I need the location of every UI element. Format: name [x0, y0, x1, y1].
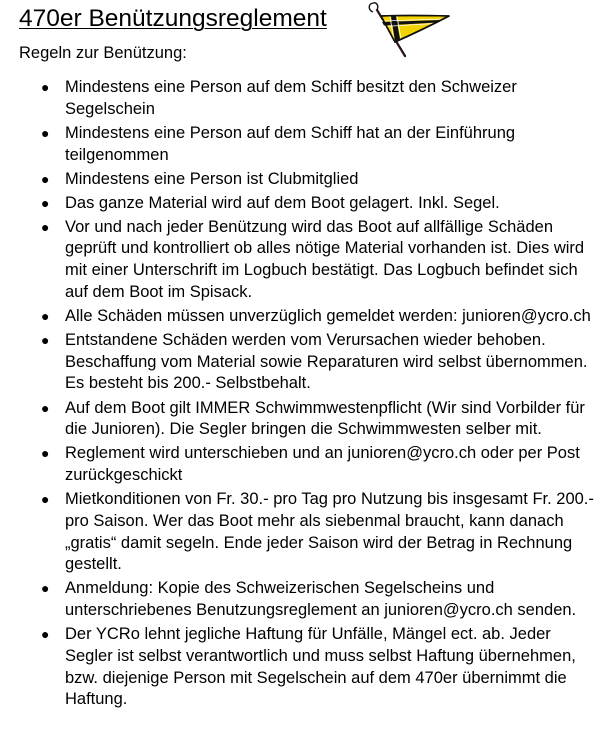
page-title: 470er Benützungsreglement	[19, 5, 327, 32]
rule-text: Anmeldung: Kopie des Schweizerischen Segelscheins und unterschriebenes Benutzungsreglement an junioren@ycro.ch senden.	[65, 579, 577, 620]
rule-text: Mindestens eine Person auf dem Schiff besitzt den Schweizer Segelschein	[65, 78, 517, 118]
rule-item	[0, 169, 600, 191]
rule-item	[0, 489, 600, 576]
rule-text: Auf dem Boot gilt IMMER Schwimmwestenpflicht (Wir sind Vorbilder für die Junioren). Die Segler bringen die Schwimmwesten selber mit.	[65, 398, 585, 439]
rule-item	[0, 398, 600, 441]
rule-item	[0, 217, 600, 304]
bullet-icon: ●	[41, 399, 50, 416]
bullet-icon: ●	[41, 332, 50, 349]
document-header	[19, 2, 579, 42]
bullet-icon: ●	[41, 307, 50, 324]
rule-item	[0, 306, 600, 328]
rules-list	[0, 77, 600, 713]
bullet-icon: ●	[41, 194, 50, 211]
bullet-icon: ●	[41, 218, 50, 235]
bullet-icon: ●	[41, 626, 50, 643]
rule-item	[0, 443, 600, 486]
rule-item	[0, 624, 600, 711]
rule-text: Mietkonditionen von Fr. 30.- pro Tag pro Nutzung bis insgesamt Fr. 200.- pro Saison. Wer das Boot mehr als siebenmal braucht, kann danach „gratis“ damit segeln. Ende jeder Saison wird der Betrag in Rechnung gestellt.	[65, 490, 594, 574]
bullet-icon: ●	[41, 124, 50, 141]
bullet-icon: ●	[41, 170, 50, 187]
bullet-icon: ●	[41, 79, 50, 95]
bullet-icon: ●	[41, 491, 50, 508]
rule-item	[0, 578, 600, 621]
rule-item	[0, 123, 600, 166]
club-pennant-icon	[367, 0, 451, 60]
bullet-icon: ●	[41, 445, 50, 462]
intro-text: Regeln zur Benützung:	[19, 44, 187, 62]
rule-text: Entstandene Schäden werden vom Verursachen wieder behoben. Beschaffung vom Material sowie Reparaturen wird selbst übernommen. Es besteht bis 200.- Selbstbehalt.	[65, 331, 588, 393]
rule-text: Das ganze Material wird auf dem Boot gelagert. Inkl. Segel.	[65, 193, 500, 212]
bullet-icon: ●	[41, 580, 50, 597]
rule-text: Mindestens eine Person ist Clubmitglied	[65, 169, 359, 188]
rule-item	[0, 330, 600, 395]
rule-text: Reglement wird unterschieben und an junioren@ycro.ch oder per Post zurückgeschickt	[65, 444, 580, 485]
rule-text: Mindestens eine Person auf dem Schiff hat an der Einführung teilgenommen	[65, 123, 516, 164]
rule-item	[0, 193, 600, 215]
rule-text: Vor und nach jeder Benützung wird das Boot auf allfällige Schäden geprüft und kontrolliert ob alles nötige Material vorhanden ist. Dies wird mit einer Unterschrift im Logbuch bestätigt. Das Logbuch befindet sich auf dem Boot im Spisack.	[65, 217, 585, 301]
rule-text: Alle Schäden müssen unverzüglich gemeldet werden: junioren@ycro.ch	[65, 306, 591, 325]
rule-item	[0, 77, 600, 120]
rule-text: Der YCRo lehnt jegliche Haftung für Unfälle, Mängel ect. ab. Jeder Segler ist selbst verantwortlich und muss selbst Haftung übernehmen, bzw. diejenige Person mit Segelschein auf dem 470er übernimmt die Haftung.	[65, 625, 576, 709]
